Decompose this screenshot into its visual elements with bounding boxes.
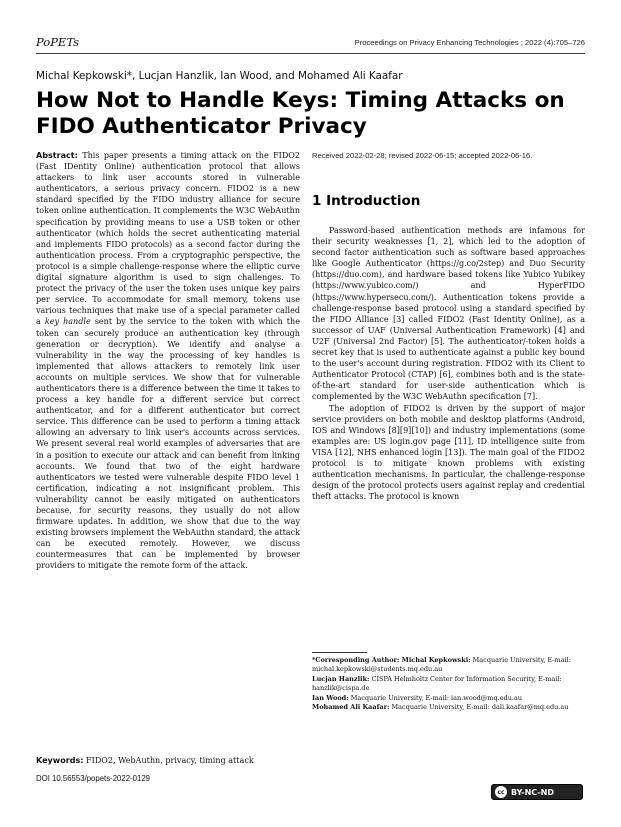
- abstract-text-b: sent by the service to the token with which the token can securely produce an authentication key (through generation or decryption). We identify and analyse a vulnerability in the way the processing of key handles is implemented that allows attackers to remotely link user accounts on multiple services. We show that for vulnerable authenticators there is a difference between the time it takes to process a key handle for a different service but correct authenticator, and for a different authenticator but correct service. This difference can be used to perform a timing attack allowing an adversary to link user's accounts across services. We present several real world examples of adversaries that are in a position to execute our attack and can benefit from linking accounts. We found that two of the eight hardware authenticators we tested were vulnerable despite FIDO level 1 certification, indicating a not insignificant problem. This vulnerability cannot be easily mitigated on authenticators because, for security reasons, they usually do not allow firmware updates. In addition, we show that due to the way existing browsers implement the WebAuthn standard, the attack can be executed remotely. However, we discuss countermeasures that can be implemented by browser providers to mitigate the remote form of the attack.: [36, 317, 300, 571]
- footnote-item: [312, 703, 585, 712]
- introduction-body: [312, 225, 585, 502]
- footnote-author: Ian Wood:: [312, 693, 349, 702]
- section-heading: 1 Introduction: [312, 193, 421, 209]
- intro-paragraph-2: The adoption of FIDO2 is driven by the support of major service providers on both mobile and desktop platforms (Android, IOS and Windows [8][9][10]) and industry implementations (some examples are: US login.gov page [11], ID intelligence suite from VISA [12], NHS enhanced login [13]). The main goal of the FIDO2 protocol is to mitigate known problems with existing authentication mechanisms. In particular, the challenge-response design of the protocol protects users against replay and credential theft attacks. The protocol is known: [312, 403, 585, 502]
- author-footnotes: [312, 656, 585, 712]
- abstract-label: Abstract:: [36, 151, 78, 160]
- author-list: Michal Kepkowski*, Lucjan Hanzlik, Ian Wood, and Mohamed Ali Kaafar: [36, 70, 403, 82]
- footnote-affiliation: CISPA Helmholtz Center for Information Security, E-mail: hanzlik@cispa.de: [312, 674, 562, 693]
- keywords-text: FIDO2, WebAuthn, privacy, timing attack: [83, 756, 254, 765]
- license-label: BY-NC-ND: [511, 787, 555, 797]
- footnote-item: [312, 694, 585, 703]
- proceedings-citation: Proceedings on Privacy Enhancing Technologies ; 2022 (4):705–726: [354, 38, 585, 47]
- paper-title: How Not to Handle Keys: Timing Attacks on FIDO Authenticator Privacy: [36, 88, 565, 139]
- footnote-item: [312, 675, 585, 694]
- footnote-affiliation: Macquarie University, E-mail: dali.kaafar@mq.edu.au: [389, 703, 569, 712]
- abstract-text-a: This paper presents a timing attack on the FIDO2 (Fast IDentity Online) authentication protocol that allows attackers to link user accounts stored in vulnerable authenticators, a serious privacy concern. FIDO2 is a new standard specified by the FIDO industry alliance for secure token online authentication. It complements the W3C WebAuthn specification by providing means to use a USB token or other authenticator (which holds the secret authenticating material and implements FIDO protocols) as a second factor during the authentication process. From a cryptographic perspective, the protocol is a simple challenge-response where the elliptic curve digital signature algorithm is used to sign challenges. To protect the privacy of the user the token uses unique key pairs per service. To accommodate for small memory, tokens use various techniques that make use of a special parameter called a: [36, 151, 300, 327]
- journal-name: PoPETs: [36, 35, 80, 49]
- intro-paragraph-1: Password-based authentication methods are infamous for their security weaknesses [1, 2], which led to the adoption of second factor authentication such as software based approaches like Google Authenticator (https://g.co/2step) and Duo Security (https://duo.com), and hardware based tokens like Yubico Yubikey (https://www.yubico.com/) and HyperFIDO (https://www.hypersecu.com/). Authentication tokens provide a challenge-response based protocol using a standard specified by the FIDO Alliance [3] called FIDO2 (Fast Identity Online), as a successor of UAF (Universal Authentication Framework) [4] and U2F (Universal 2nd Factor) [5]. The authenticator/-token holds a secret key that is used to authenticate against a public key bound to the user's account during registration. FIDO2 with its Client to Authenticator Protocol (CTAP) [6], combines both and is the state-of-the-art standard for user-side authentication which is complemented by the W3C WebAuthn specification [7].: [312, 226, 585, 402]
- footnote-author: Mohamed Ali Kaafar:: [312, 703, 390, 712]
- abstract: [36, 150, 300, 572]
- footnote-author: Lucjan Hanzlik:: [312, 674, 370, 683]
- keywords: [36, 755, 300, 766]
- doi: DOI 10.56553/popets-2022-0129: [36, 774, 151, 783]
- cc-license-badge: [491, 784, 583, 800]
- footnote-affiliation: Macquarie University, E-mail: ian.wood@mq.edu.au: [348, 693, 523, 702]
- abstract-italic-term: key handle: [44, 317, 91, 327]
- footnote-item: [312, 656, 585, 675]
- header-divider: [36, 53, 585, 54]
- creative-commons-icon: cc: [495, 786, 507, 798]
- keywords-label: Keywords:: [36, 756, 84, 765]
- footnote-affiliation: Macquarie University, E-mail: michal.kepkowski@students.mq.edu.au: [312, 656, 571, 674]
- footnote-author: *Corresponding Author: Michal Kepkowski:: [312, 656, 471, 664]
- footnote-divider: [312, 652, 367, 653]
- received-dates: Received 2022-02-28; revised 2022-06-15; accepted 2022-06-16.: [312, 151, 533, 160]
